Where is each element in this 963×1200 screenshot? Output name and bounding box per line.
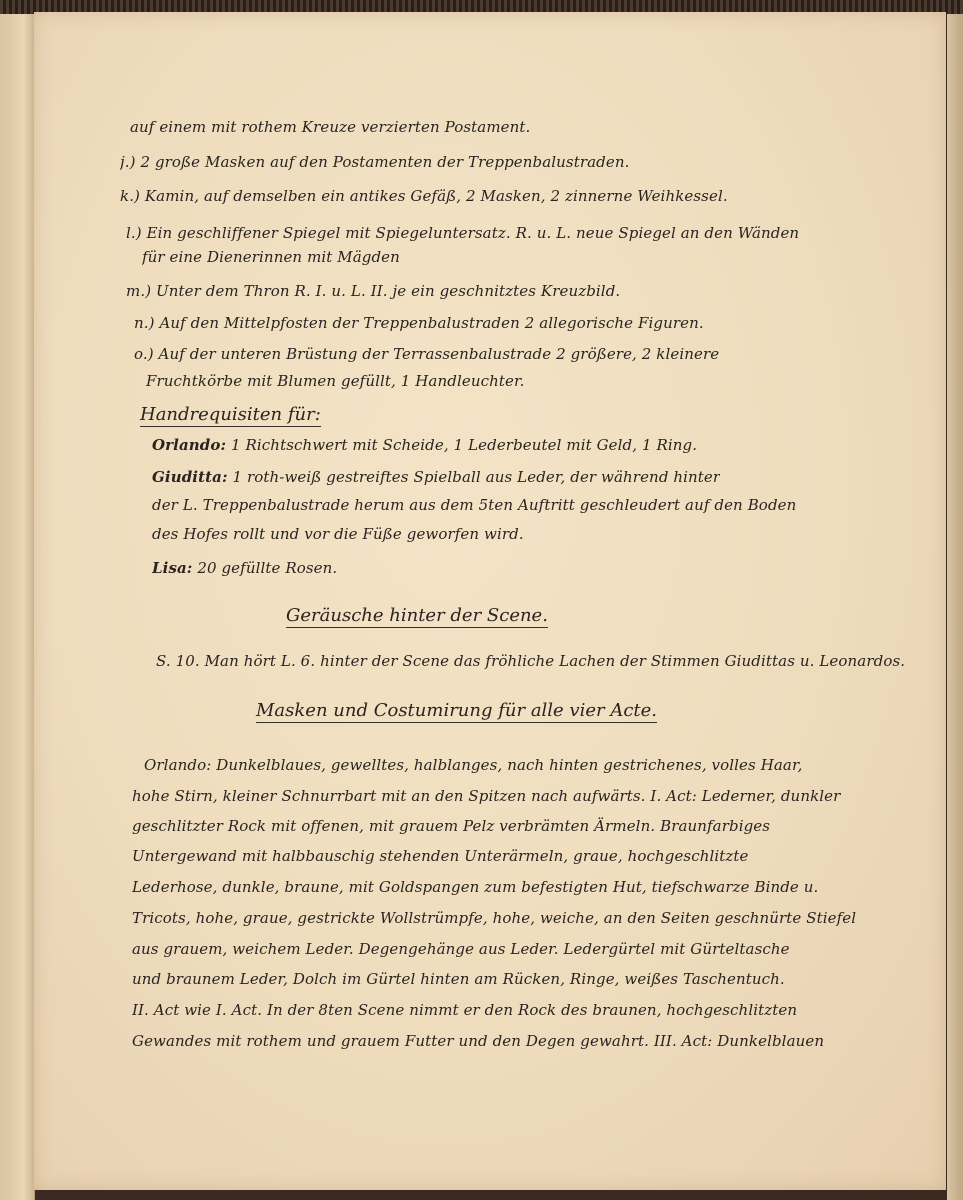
- character-label: Lisa:: [152, 559, 193, 577]
- text-segment: 1 roth-weiß gestreiftes Spielball aus Leder, der während hinter: [232, 468, 721, 486]
- text-line: II. Act wie I. Act. In der 8ten Scene nimmt er den Rock des braunen, hochgeschlitzten: [132, 1001, 798, 1019]
- text-line: j.) 2 große Masken auf den Postamenten der Treppenbalustraden.: [120, 153, 630, 171]
- manuscript-page: [34, 12, 946, 1190]
- character-label: Giuditta:: [152, 468, 228, 486]
- text-line: und braunem Leder, Dolch im Gürtel hinten am Rücken, Ringe, weißes Taschentuch.: [132, 970, 785, 988]
- text-line: des Hofes rollt und vor die Füße geworfen wird.: [152, 525, 524, 543]
- text-line: l.) Ein geschliffener Spiegel mit Spiegeluntersatz. R. u. L. neue Spiegel an den Wänden: [126, 224, 800, 242]
- right-page-edge: [947, 14, 963, 1200]
- text-line: [152, 468, 720, 486]
- text-line: Fruchtkörbe mit Blumen gefüllt, 1 Handleuchter.: [146, 372, 525, 390]
- sounds-heading: Geräusche hinter der Scene.: [286, 605, 548, 626]
- text-line: k.) Kamin, auf demselben ein antikes Gefäß, 2 Masken, 2 zinnerne Weihkessel.: [120, 187, 728, 205]
- text-line: o.) Auf der unteren Brüstung der Terrassenbalustrade 2 größere, 2 kleinere: [134, 345, 720, 363]
- text-line: [152, 559, 337, 577]
- character-label: Orlando:: [152, 436, 227, 454]
- text-line: Tricots, hohe, graue, gestrickte Wollstrümpfe, hohe, weiche, an den Seiten geschnürte Stiefel: [132, 909, 857, 927]
- text-line: m.) Unter dem Thron R. I. u. L. II. je ein geschnitztes Kreuzbild.: [126, 282, 621, 300]
- text-line: der L. Treppenbalustrade herum aus dem 5ten Auftritt geschleudert auf den Boden: [152, 496, 797, 514]
- text-segment: 1 Richtschwert mit Scheide, 1 Lederbeutel mit Geld, 1 Ring.: [231, 436, 698, 454]
- text-line: Orlando: Dunkelblaues, gewelltes, halblanges, nach hinten gestrichenes, volles Haar,: [144, 756, 803, 774]
- text-line: n.) Auf den Mittelpfosten der Treppenbalustraden 2 allegorische Figuren.: [134, 314, 704, 332]
- text-line: auf einem mit rothem Kreuze verzierten Postament.: [130, 118, 531, 136]
- text-line: Lederhose, dunkle, braune, mit Goldspangen zum befestigten Hut, tiefschwarze Binde u.: [132, 878, 819, 896]
- text-line: Gewandes mit rothem und grauem Futter und den Degen gewahrt. III. Act: Dunkelblauen: [132, 1032, 825, 1050]
- text-line: [152, 436, 697, 454]
- text-line: für eine Dienerinnen mit Mägden: [142, 248, 400, 266]
- text-line: aus grauem, weichem Leder. Degengehänge aus Leder. Ledergürtel mit Gürteltasche: [132, 940, 790, 958]
- text-line: S. 10. Man hört L. 6. hinter der Scene das fröhliche Lachen der Stimmen Giudittas u. Leonardos.: [156, 652, 906, 670]
- text-line: geschlitzter Rock mit offenen, mit grauem Pelz verbrämten Ärmeln. Braunfarbiges: [132, 817, 771, 835]
- props-heading: Handrequisiten für:: [140, 404, 321, 425]
- text-line: hohe Stirn, kleiner Schnurrbart mit an den Spitzen nach aufwärts. I. Act: Lederner, dunkler: [132, 787, 841, 805]
- text-segment: 20 gefüllte Rosen.: [197, 559, 338, 577]
- text-line: Untergewand mit halbbauschig stehenden Unterärmeln, graue, hochgeschlitzte: [132, 847, 749, 865]
- costume-heading: Masken und Costumirung für alle vier Acte.: [256, 700, 658, 721]
- left-page-edge: [0, 14, 35, 1200]
